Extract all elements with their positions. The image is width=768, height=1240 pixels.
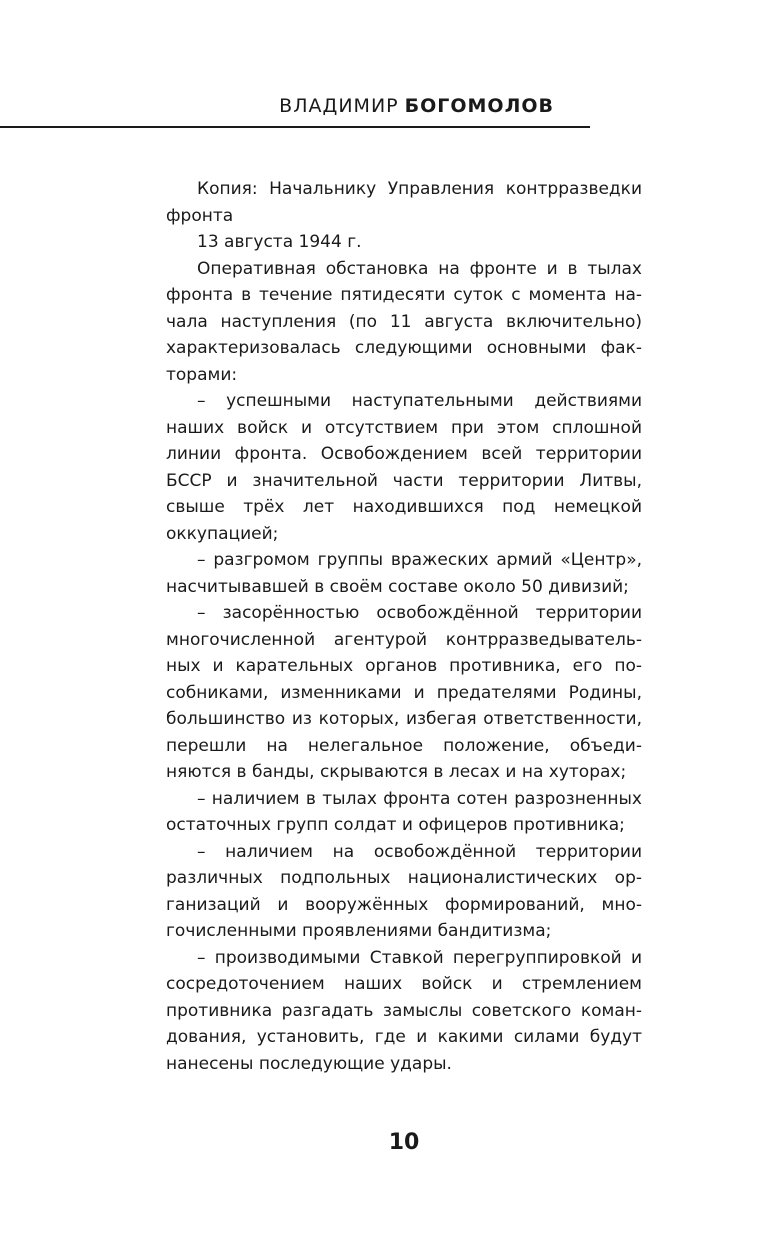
header-rule: [0, 126, 590, 128]
body-text: [166, 176, 642, 1077]
paragraph-intro: Оперативная обстановка на фронте и в тылах фронта в течение пятидесяти суток с момента начала наступления (по 11 августа включительно) характеризовалась следующими основными факторами:: [166, 258, 642, 385]
author-name: [279, 94, 554, 118]
author-last-name: БОГОМОЛОВ: [404, 95, 554, 117]
paragraph-factor-6: – производимыми Ставкой перегруппировкой и сосредоточением наших войск и стремлением противника разгадать замыслы советского командования, установить, где и какими силами будут нанесены последующие удары.: [166, 947, 642, 1074]
running-head: [0, 0, 768, 130]
paragraph-factor-4: – наличием в тылах фронта сотен разрозненных остаточных групп солдат и офицеров противника;: [166, 788, 642, 835]
author-first-name: ВЛАДИМИР: [279, 95, 399, 117]
paragraph-factor-2: – разгромом группы вражеских армий «Центр», насчитывавшей в своём составе около 50 дивизий;: [166, 550, 642, 597]
paragraph-copy-to: Копия: Начальнику Управления контрразведки фронта: [166, 179, 642, 226]
paragraph-factor-1: – успешными наступательными действиями наших войск и отсутствием при этом сплошной линии фронта. Освобождением всей территории БССР и значительной части территории Литвы, свыше трёх лет находившихся под немецкой оккупацией;: [166, 391, 642, 544]
paragraph-factor-3: – засорённостью освобождённой территории многочисленной агентурой контрразведывательных и карательных органов противника, его пособниками, изменниками и предателями Родины, большинство из которых, избегая ответственности, перешли на нелегальное положение, объединяются в банды, скрываются в лесах и на хуторах;: [166, 603, 642, 782]
paragraph-factor-5: – наличием на освобождённой территории различных подпольных националистических организаций и вооружённых формирований, многочисленными проявлениями бандитизма;: [166, 841, 642, 941]
paragraph-date: 13 августа 1944 г.: [197, 232, 362, 252]
page-number: 10: [388, 1130, 420, 1155]
